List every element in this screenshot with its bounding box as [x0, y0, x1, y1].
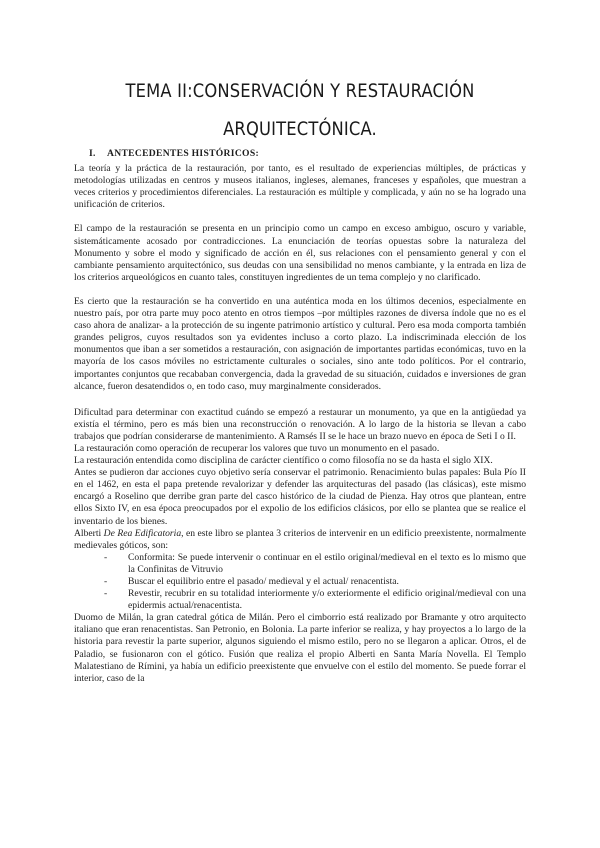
section-number: I.	[89, 148, 96, 159]
paragraph-1: La teoría y la práctica de la restauración, por tanto, es el resultado de experiencias múltiples, de prácticas y metodologías utilizadas en centros y museos italianos, ingleses, alemanes, franceses y españoles, que muestran a veces criterios y procedimientos diferenciales. La restauración es múltiple y complicada, y aún no se ha logrado una unificación de criterios.	[74, 163, 526, 211]
paragraph-5: La restauración como operación de recuperar los valores que tuvo un monumento en el pasado.	[74, 442, 440, 454]
list-item: - Revestir, recubrir en su totalidad interiormente y/o exteriormente el edificio original/medieval con una epidermis actual/renacentista.	[104, 588, 526, 612]
page-title-line-1: TEMA II:CONSERVACIÓN Y RESTAURACIÓN	[125, 80, 475, 102]
book-title: De Rea Edificatoria	[103, 527, 182, 539]
paragraph-9: Duomo de Milán, la gran catedral gótica de Milán. Pero el cimborrio está realizado por Bramante y otro arquitecto italiano que eran renacentistas. San Petronio, en Bolonia. La parte inferior se realiza, y hay proyectos a lo largo de la historia para revestir la parte superior, algunos siguiendo el mismo estilo, pero no se llegaron a aplicar. Otros, el de Paladio, se fusionaron con el gótico. Fusión que realiza el propio Alberti en Santa María Novella. El Templo Malatestiano de Rímini, ya había un edificio preexistente que envuelve con el estilo del momento. Se puede forrar el interior, caso de la	[74, 612, 526, 684]
paragraph-3: Es cierto que la restauración se ha convertido en una auténtica moda en los últimos decenios, especialmente en nuestro país, por otra parte muy poco atento en otros tiempos –por múltiples razones de diversa índole que no es el caso ahora de analizar- a la protección de su ingente patrimonio artístico y cultural. Pero esa moda comporta también grandes peligros, cuyos resultados son ya evidentes incluso a corto plazo. La indiscriminada elección de los monumentos que iban a ser sometidos a restauración, con asignación de importantes partidas económicas, tuvo en la mayoría de los casos móviles no estrictamente culturales o sociales, sino ante todo políticos. Por el contrario, importantes conjuntos que recababan convergencia, dada la gravedad de su situación, cuidados e inversiones de gran alcance, fueron desatendidos o, en todo caso, muy marginalmente considerados.	[74, 295, 526, 392]
paragraph-2: El campo de la restauración se presenta en un principio como un campo en exceso ambiguo, oscuro y variable, sistemáticamente acosado por contradicciones. La enunciación de teorías opuestas sobre la naturaleza del Monumento y sobre el modo y significado de acción en él, sus relaciones con el pensamiento general y con el cambiante pensamiento arquitectónico, sus deudas con una sensibilidad no menos cambiante, y la entrada en liza de los criterios arqueológicos en cuanto tales, constituyen ingredientes de un tema complejo y no clarificado.	[74, 223, 526, 283]
document-body	[74, 148, 526, 685]
section-title: ANTECEDENTES HISTÓRICOS:	[107, 148, 259, 159]
paragraph-7: Antes se pudieron dar acciones cuyo objetivo sería conservar el patrimonio. Renacimiento bulas papales: Bula Pío II en el 1462, en esta el papa pretende revalorizar y defender las arquitecturas del pasado (las clásicas), este mismo encargó a Roselino que derribe gran parte del casco histórico de la ciudad de Pienza. Hay otros que plantean, entre ellos Sixto IV, en esa época preocupados por el expolio de los edificios clásicos, por ello se plantea que se realice el inventario de los bienes.	[74, 467, 526, 527]
paragraph-8	[74, 528, 526, 552]
paragraph-6: La restauración entendida como disciplina de carácter científico o como filosofía no se da hasta el siglo XIX.	[74, 455, 493, 467]
paragraph-4: Dificultad para determinar con exactitud cuándo se empezó a restaurar un monumento, ya que en la antigüedad ya existía el término, pero es más bien una reconstrucción o renovación. A lo largo de la historia se llevan a cabo trabajos que podrían considerarse de mantenimiento. A Ramsés II se le hace un brazo nuevo en época de Seti I o II.	[74, 406, 526, 442]
criteria-list	[74, 552, 526, 612]
list-item: - Conformita: Se puede intervenir o continuar en el estilo original/medieval en el texto es lo mismo que la Confinitas de Vitruvio	[104, 552, 526, 576]
section-heading	[89, 148, 526, 160]
paragraph-8-lead: Alberti	[74, 527, 104, 539]
paragraph-8-rest: , en este libro se plantea 3 criterios de intervenir en un edificio preexistente, normalmente medievales góticos, son:	[74, 527, 527, 551]
page-title-line-2: ARQUITECTÓNICA.	[223, 118, 377, 140]
list-item: - Buscar el equilibrio entre el pasado/ medieval y el actual/ renacentista.	[104, 576, 526, 588]
